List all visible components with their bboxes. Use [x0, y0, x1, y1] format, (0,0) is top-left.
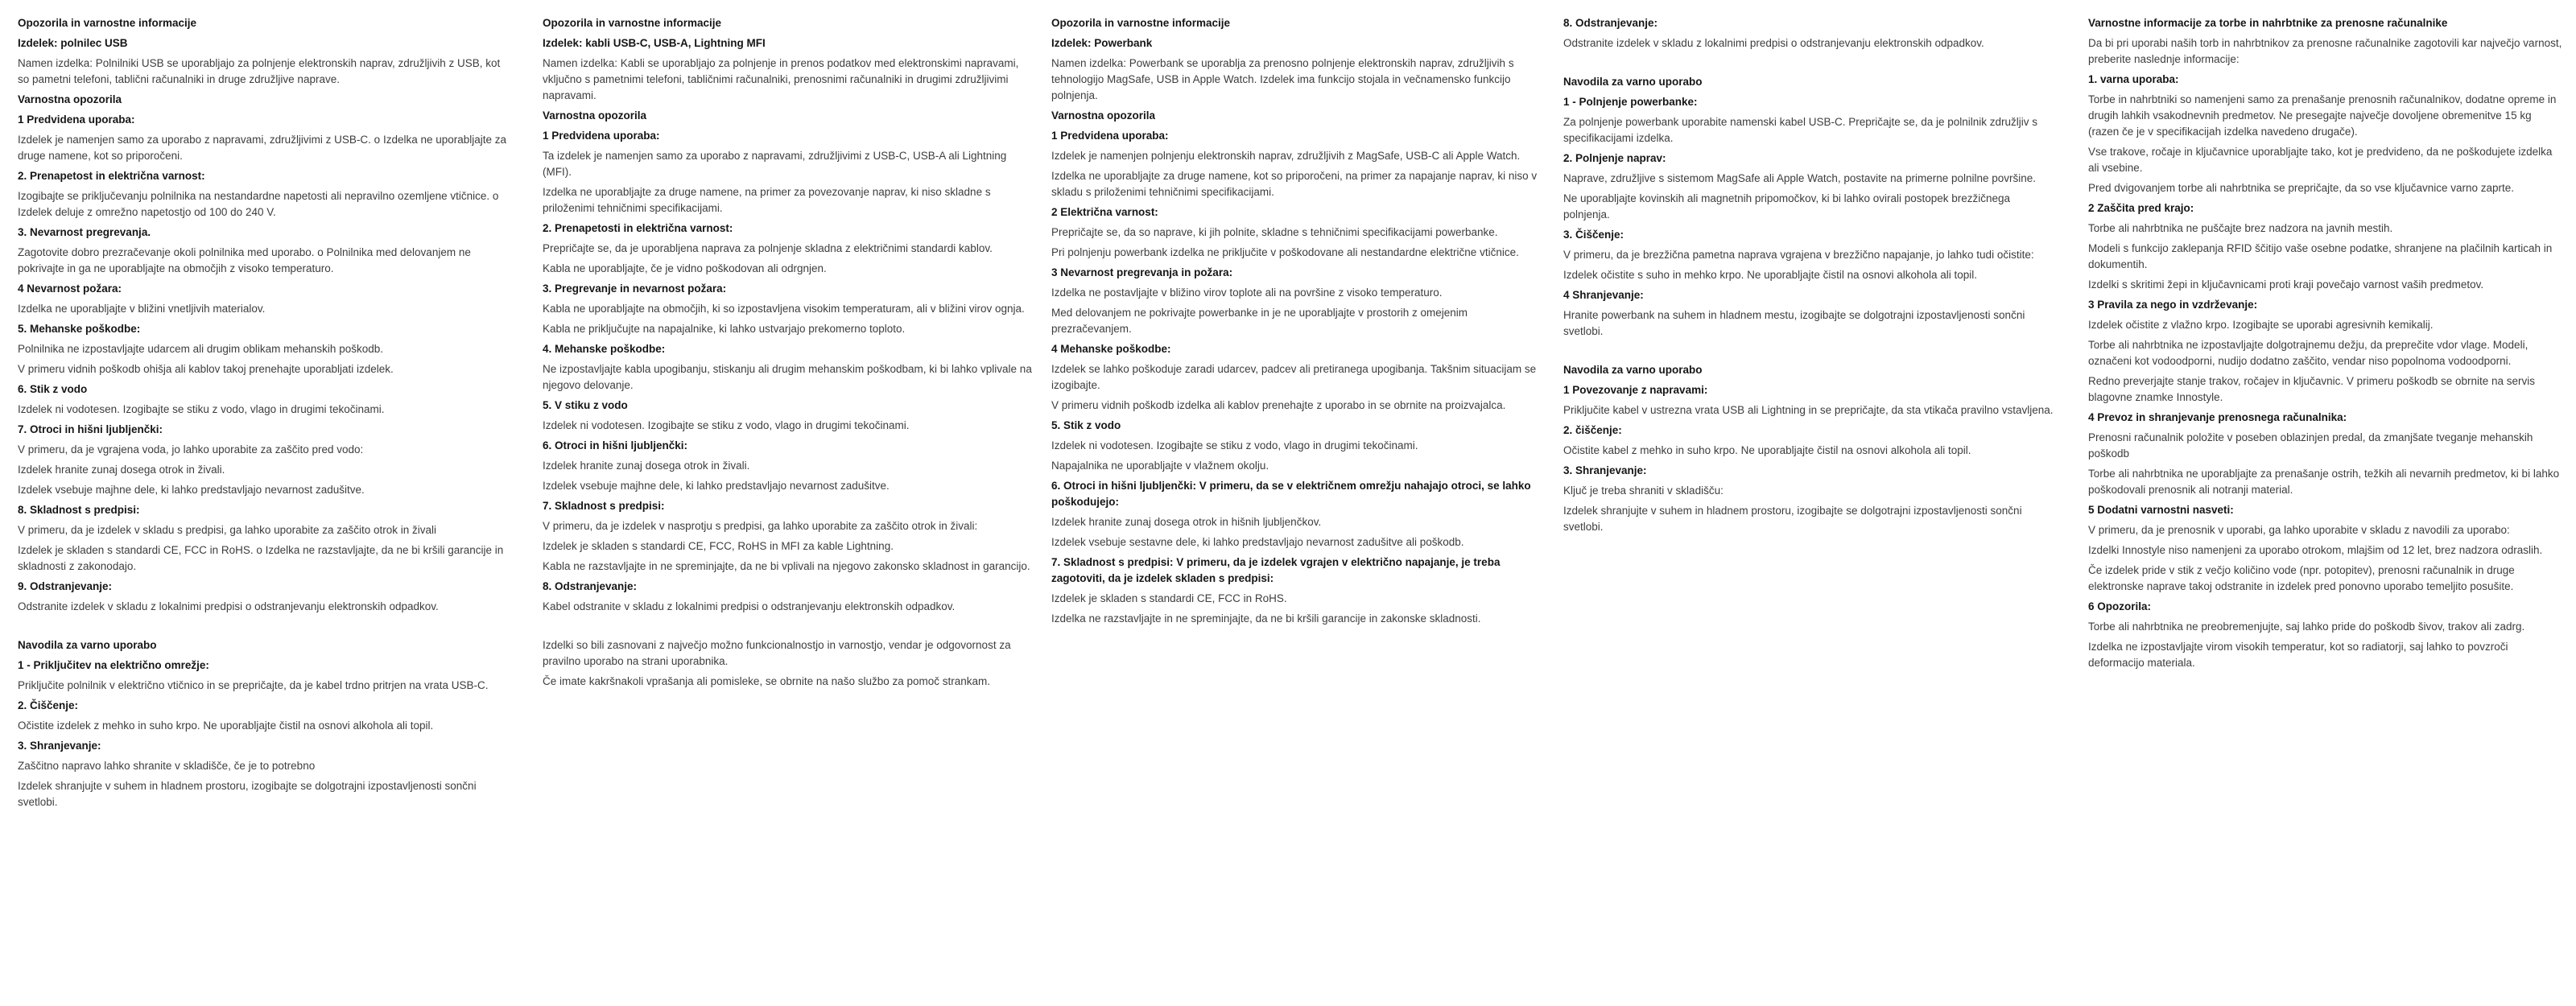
section-heading: 7. Otroci in hišni ljubljenčki: — [18, 423, 163, 435]
section-heading: 2. čiščenje: — [1563, 424, 1622, 436]
paragraph: Da bi pri uporabi naših torb in nahrbtnikov za prenosne računalnike zagotovili kar največjo varnost, preberite naslednje informacije: — [2088, 37, 2562, 65]
section-heading: 6. Stik z vodo — [18, 383, 88, 395]
section-heading: 3. Shranjevanje: — [1563, 464, 1647, 476]
paragraph: Izdelek je namenjen samo za uporabo z napravami, združljivimi z USB-C. o Izdelka ne uporabljajte za druge namene, kot so priporočeni. — [18, 134, 507, 162]
paragraph: Izdelek vsebuje majhne dele, ki lahko predstavljajo nevarnost zadušitve. — [543, 480, 890, 492]
section-heading: 2. Prenapetosti in električna varnost: — [543, 222, 733, 234]
section-heading: 2. Prenapetost in električna varnost: — [18, 170, 205, 182]
paragraph: Torbe ali nahrbtnika ne preobremenjujte, saj lahko pride do poškodb šivov, trakov ali zadrg. — [2088, 621, 2525, 633]
doc-title: Opozorila in varnostne informacije — [18, 17, 197, 29]
paragraph: Kabla ne priključujte na napajalnike, ki lahko ustvarjajo prekomerno toploto. — [543, 323, 906, 335]
section-heading: 2. Čiščenje: — [18, 699, 79, 711]
paragraph: Izdelka ne postavljajte v bližino virov toplote ali na površine z visoko temperaturo. — [1051, 287, 1443, 299]
paragraph: Očistite izdelek z mehko in suho krpo. Ne uporabljajte čistil na osnovi alkohola ali topil. — [18, 719, 434, 732]
paragraph: Za polnjenje powerbank uporabite namenski kabel USB-C. Prepričajte se, da je polnilnik združljiv s specifikacijami izdelka. — [1563, 116, 2038, 144]
section-heading: 2 Električna varnost: — [1051, 206, 1158, 218]
paragraph: Če imate kakršnakoli vprašanja ali pomisleke, se obrnite na našo službo za pomoč strankam. — [543, 675, 991, 687]
paragraph: Prenosni računalnik položite v poseben oblazinjen predal, da zmanjšate tveganje mehanskih poškodb — [2088, 431, 2533, 460]
section-heading: Varnostna opozorila — [18, 93, 122, 105]
paragraph: Izdelka ne razstavljajte in ne spreminjajte, da ne bi kršili garancije in zakonske skladnosti. — [1051, 612, 1481, 625]
section-heading: 4. Mehanske poškodbe: — [543, 343, 666, 355]
paragraph: Vse trakove, ročaje in ključavnice uporabljajte tako, kot je predvideno, da ne poškodujete izdelka ali vsebine. — [2088, 146, 2553, 174]
section-heading: 8. Skladnost s predpisi: — [18, 504, 140, 516]
section-heading: 3. Pregrevanje in nevarnost požara: — [543, 282, 727, 295]
paragraph: Izdelka ne uporabljajte za druge namene, na primer za povezovanje naprav, ki niso skladne s priloženimi tehničnimi specifikacijami. — [543, 186, 991, 214]
paragraph: Izdelek ni vodotesen. Izogibajte se stiku z vodo, vlago in drugimi tekočinami. — [1051, 439, 1418, 451]
paragraph: Izdelek hranite zunaj dosega otrok in živali. — [18, 464, 225, 476]
column-cables — [543, 11, 1038, 694]
paragraph: Ne izpostavljajte kabla upogibanju, stiskanju ali drugim mehanskim poškodbam, ki bi lahko vplivale na njegovo delovanje. — [543, 363, 1032, 391]
paragraph: Izdelka ne uporabljajte v bližini vnetljivih materialov. — [18, 303, 266, 315]
paragraph: Izdelek se lahko poškoduje zaradi udarcev, padcev ali pretiranega upogibanja. Takšnim situacijam se izogibajte. — [1051, 363, 1537, 391]
paragraph: Izdelek shranjujte v suhem in hladnem prostoru, izogibajte se dolgotrajni izpostavljenosti sončni svetlobi. — [18, 780, 477, 808]
section-heading: 2. Polnjenje naprav: — [1563, 152, 1666, 164]
paragraph: Ključ je treba shraniti v skladišču: — [1563, 484, 1724, 497]
section-heading: 1 Predvidena uporaba: — [1051, 130, 1169, 142]
paragraph: Izdelek je skladen s standardi CE, FCC in RoHS. — [1051, 592, 1287, 604]
paragraph: Odstranite izdelek v skladu z lokalnimi predpisi o odstranjevanju elektronskih odpadkov. — [18, 600, 439, 612]
paragraph: Namen izdelka: Polnilniki USB se uporabljajo za polnjenje elektronskih naprav, združljivih z USB, kot so pametni telefoni, tablični računalniki in druge združljive naprave. — [18, 57, 501, 85]
section-heading: 1 Povezovanje z napravami: — [1563, 384, 1708, 396]
paragraph: Izdelek ni vodotesen. Izogibajte se stiku z vodo, vlago in drugimi tekočinami. — [543, 419, 910, 431]
paragraph: V primeru, da je izdelek v skladu s predpisi, ga lahko uporabite za zaščito otrok in živali — [18, 524, 437, 536]
paragraph: Izdelek vsebuje sestavne dele, ki lahko predstavljajo nevarnost zadušitve ali poškodb. — [1051, 536, 1464, 548]
paragraph: Prepričajte se, da so naprave, ki jih polnite, skladne s tehničnimi specifikacijami powerbanke. — [1051, 226, 1498, 238]
section-heading: Izdelek: Powerbank — [1051, 37, 1153, 49]
paragraph: Polnilnika ne izpostavljajte udarcem ali drugim oblikam mehanskih poškodb. — [18, 343, 383, 355]
paragraph: Kabla ne uporabljajte na območjih, ki so izpostavljena visokim temperaturam, ali v bližini virov ognja. — [543, 303, 1025, 315]
section-heading: 6. Otroci in hišni ljubljenčki: V primeru, da se v električnem omrežju nahajajo otroci, se lahko poškodujejo: — [1051, 480, 1531, 508]
section-heading: 1 - Priključitev na električno omrežje: — [18, 659, 209, 671]
section-heading: 5. V stiku z vodo — [543, 399, 628, 411]
section-heading: 7. Skladnost s predpisi: — [543, 500, 665, 512]
section-heading: Izdelek: kabli USB-C, USB-A, Lightning MFI — [543, 37, 766, 49]
paragraph: Zaščitno napravo lahko shranite v skladišče, če je to potrebno — [18, 760, 316, 772]
section-heading: 1 - Polnjenje powerbanke: — [1563, 96, 1698, 108]
paragraph: Prepričajte se, da je uporabljena naprava za polnjenje skladna z električnimi standardi kablov. — [543, 242, 993, 254]
section-heading: Varnostna opozorila — [543, 109, 647, 122]
section-heading: 8. Odstranjevanje: — [1563, 17, 1658, 29]
paragraph: Torbe ali nahrbtnika ne uporabljajte za prenašanje ostrih, težkih ali nevarnih predmetov, ki bi lahko poškodovali prenosnik ali notranji material. — [2088, 468, 2560, 496]
paragraph: Redno preverjajte stanje trakov, ročajev in ključavnic. V primeru poškodb se obrnite na servis blagovne znamke Innostyle. — [2088, 375, 2536, 403]
column-powerbank-usage — [1563, 11, 2058, 539]
paragraph: Napajalnika ne uporabljajte v vlažnem okolju. — [1051, 460, 1269, 472]
paragraph: Očistite kabel z mehko in suho krpo. Ne uporabljajte čistil na osnovi alkohola ali topil. — [1563, 444, 1971, 456]
paragraph: V primeru, da je izdelek v nasprotju s predpisi, ga lahko uporabite za zaščito otrok in živali: — [543, 520, 978, 532]
section-heading: 2 Zaščita pred krajo: — [2088, 202, 2194, 214]
section-heading: 1 Predvidena uporaba: — [543, 130, 660, 142]
section-heading: Navodila za varno uporabo — [1563, 364, 1703, 376]
paragraph: Modeli s funkcijo zaklepanja RFID ščitijo vaše osebne podatke, shranjene na plačilnih karticah in dokumentih. — [2088, 242, 2553, 270]
paragraph: Torbe ali nahrbtnika ne puščajte brez nadzora na javnih mestih. — [2088, 222, 2393, 234]
paragraph: Izdelek je skladen s standardi CE, FCC, RoHS in MFI za kable Lightning. — [543, 540, 894, 552]
paragraph: Med delovanjem ne pokrivajte powerbanke in je ne uporabljajte v prostorih z omejenim prezračevanjem. — [1051, 307, 1468, 335]
paragraph: Izdelki so bili zasnovani z največjo možno funkcionalnostjo in varnostjo, vendar je odgovornost za pravilno uporabo na strani uporabnika. — [543, 639, 1011, 667]
paragraph: Izdelek hranite zunaj dosega otrok in hišnih ljubljenčkov. — [1051, 516, 1322, 528]
column-powerbank — [1051, 11, 1546, 631]
paragraph: Priključite polnilnik v električno vtičnico in se prepričajte, da je kabel trdno pritrjen na vrata USB-C. — [18, 679, 489, 691]
paragraph: Namen izdelka: Powerbank se uporablja za prenosno polnjenje elektronskih naprav, združljivih s tehnologijo MagSafe, USB in Apple Watch. Izdelek ima funkcijo stojala in večnamensko funkcijo polnjenja. — [1051, 57, 1514, 101]
section-heading: 3. Shranjevanje: — [18, 740, 101, 752]
section-heading: 4 Nevarnost požara: — [18, 282, 122, 295]
paragraph: Kabla ne uporabljajte, če je vidno poškodovan ali odrgnjen. — [543, 262, 827, 274]
paragraph: Odstranite izdelek v skladu z lokalnimi predpisi o odstranjevanju elektronskih odpadkov. — [1563, 37, 1984, 49]
paragraph: Izdelek je namenjen polnjenju elektronskih naprav, združljivih z MagSafe, USB-C ali Apple Watch. — [1051, 150, 1521, 162]
paragraph: Naprave, združljive s sistemom MagSafe ali Apple Watch, postavite na primerne polnilne površine. — [1563, 172, 2037, 184]
section-heading: 1. varna uporaba: — [2088, 73, 2179, 85]
section-heading: 6. Otroci in hišni ljubljenčki: — [543, 439, 688, 451]
paragraph: Pri polnjenju powerbank izdelka ne priključite v poškodovane ali nestandardne električne vtičnice. — [1051, 246, 1519, 258]
section-heading: 5. Mehanske poškodbe: — [18, 323, 141, 335]
paragraph: V primeru, da je vgrajena voda, jo lahko uporabite za zaščito pred vodo: — [18, 443, 364, 456]
paragraph: Namen izdelka: Kabli se uporabljajo za polnjenje in prenos podatkov med elektronskimi napravami, vključno s pametnimi telefoni, tabličnimi računalniki, prenosnimi računalniki in drugimi združljivimi napravami. — [543, 57, 1019, 101]
paragraph: Hranite powerbank na suhem in hladnem mestu, izogibajte se dolgotrajni izpostavljenosti sončni svetlobi. — [1563, 309, 2025, 337]
doc-title: Opozorila in varnostne informacije — [543, 17, 722, 29]
paragraph: Torbe in nahrbtniki so namenjeni samo za prenašanje prenosnih računalnikov, dodatne opreme in drugih lahkih vsakodnevnih predmetov. Ne presegajte največje dovoljene obremenitve 15 kg (razen če je v specifikacijah izdelka navedeno drugače). — [2088, 93, 2557, 138]
paragraph: Ne uporabljajte kovinskih ali magnetnih pripomočkov, ki bi lahko ovirali postopek brezžičnega polnjenja. — [1563, 192, 2011, 221]
paragraph: Ta izdelek je namenjen samo za uporabo z napravami, združljivimi z USB-C, USB-A ali Lightning (MFI). — [543, 150, 1007, 178]
paragraph: Izdelka ne uporabljajte za druge namene, kot so priporočeni, na primer za napajanje naprav, ki niso v skladu s priloženimi tehničnimi specifikacijami. — [1051, 170, 1538, 198]
section-heading: Izdelek: polnilec USB — [18, 37, 128, 49]
paragraph: Izdelki Innostyle niso namenjeni za uporabo otrokom, mlajšim od 12 let, brez nadzora odraslih. — [2088, 544, 2543, 556]
section-heading: 4 Prevoz in shranjevanje prenosnega računalnika: — [2088, 411, 2347, 423]
paragraph: Kabel odstranite v skladu z lokalnimi predpisi o odstranjevanju elektronskih odpadkov. — [543, 600, 956, 612]
section-heading: Navodila za varno uporabo — [18, 639, 157, 651]
doc-title: Varnostne informacije za torbe in nahrbtnike za prenosne računalnike — [2088, 17, 2448, 29]
paragraph: Izdelek hranite zunaj dosega otrok in živali. — [543, 460, 750, 472]
paragraph: Izdelek je skladen s standardi CE, FCC in RoHS. o Izdelka ne razstavljajte, da ne bi kršili garancije in skladnosti z zakonodajo. — [18, 544, 504, 572]
column-usb-charger — [18, 11, 513, 814]
paragraph: Pred dvigovanjem torbe ali nahrbtnika se prepričajte, da so vse ključavnice varno zaprte. — [2088, 182, 2515, 194]
paragraph: V primeru, da je prenosnik v uporabi, ga lahko uporabite v skladu z navodili za uporabo: — [2088, 524, 2510, 536]
section-heading: 3. Čiščenje: — [1563, 229, 1624, 241]
paragraph: V primeru, da je brezžična pametna naprava vgrajena v brezžično napajanje, jo lahko tudi očistite: — [1563, 249, 2034, 261]
paragraph: Izogibajte se priključevanju polnilnika na nestandardne napetosti ali nepravilno ozemljene vtičnice. o Izdelek deluje z omrežno napetostjo od 100 do 240 V. — [18, 190, 499, 218]
section-heading: 3 Pravila za nego in vzdrževanje: — [2088, 299, 2258, 311]
paragraph: V primeru vidnih poškodb ohišja ali kablov takoj prenehajte uporabljati izdelek. — [18, 363, 394, 375]
paragraph: Če izdelek pride v stik z večjo količino vode (npr. potopitev), prenosni računalnik in druge elektronske naprave takoj odstranite in izdelek pred ponovno uporabo temeljito posušite. — [2088, 564, 2515, 592]
paragraph: Izdelek ni vodotesen. Izogibajte se stiku z vodo, vlago in drugimi tekočinami. — [18, 403, 385, 415]
paragraph: Kabla ne razstavljajte in ne spreminjajte, da ne bi vplivali na njegovo zakonsko skladnost in garancijo. — [543, 560, 1030, 572]
section-heading: 7. Skladnost s predpisi: V primeru, da je izdelek vgrajen v električno napajanje, je treba zagotoviti, da je izdelek skladen s predpisi: — [1051, 556, 1501, 584]
paragraph: Izdelki s skritimi žepi in ključavnicami proti kraji povečajo varnost vaših predmetov. — [2088, 278, 2484, 291]
column-laptop-bags — [2088, 11, 2565, 675]
paragraph: Izdelek shranjujte v suhem in hladnem prostoru, izogibajte se dolgotrajni izpostavljenosti sončni svetlobi. — [1563, 505, 2022, 533]
section-heading: 3 Nevarnost pregrevanja in požara: — [1051, 266, 1233, 278]
section-heading: 9. Odstranjevanje: — [18, 580, 113, 592]
section-heading: 3. Nevarnost pregrevanja. — [18, 226, 151, 238]
doc-title: Opozorila in varnostne informacije — [1051, 17, 1231, 29]
paragraph: Priključite kabel v ustrezna vrata USB ali Lightning in se prepričajte, da sta vtikača pravilno vstavljena. — [1563, 404, 2054, 416]
section-heading: Navodila za varno uporabo — [1563, 76, 1703, 88]
section-heading: 8. Odstranjevanje: — [543, 580, 638, 592]
section-heading: Varnostna opozorila — [1051, 109, 1156, 122]
paragraph: Torbe ali nahrbtnika ne izpostavljajte dolgotrajnemu dežju, da preprečite vdor vlage. Modeli, označeni kot vodoodporni, nudijo dodatno zaščito, vendar niso popolnoma vodoodporni. — [2088, 339, 2529, 367]
paragraph: Izdelka ne izpostavljajte virom visokih temperatur, kot so radiatorji, saj lahko to povzroči deformacijo materiala. — [2088, 641, 2508, 669]
section-heading: 1 Predvidena uporaba: — [18, 113, 135, 126]
paragraph: Izdelek očistite z vlažno krpo. Izogibajte se uporabi agresivnih kemikalij. — [2088, 319, 2434, 331]
section-heading: 4 Mehanske poškodbe: — [1051, 343, 1171, 355]
section-heading: 6 Opozorila: — [2088, 600, 2152, 612]
paragraph: Zagotovite dobro prezračevanje okoli polnilnika med uporabo. o Polnilnika med delovanjem ne pokrivajte in ga ne uporabljajte na območjih z visoko temperaturo. — [18, 246, 471, 274]
paragraph: Izdelek očistite s suho in mehko krpo. Ne uporabljajte čistil na osnovi alkohola ali topil. — [1563, 269, 1978, 281]
section-heading: 4 Shranjevanje: — [1563, 289, 1644, 301]
paragraph: Izdelek vsebuje majhne dele, ki lahko predstavljajo nevarnost zadušitve. — [18, 484, 365, 496]
section-heading: 5 Dodatni varnostni nasveti: — [2088, 504, 2234, 516]
paragraph: V primeru vidnih poškodb izdelka ali kablov prenehajte z uporabo in se obrnite na proizvajalca. — [1051, 399, 1506, 411]
section-heading: 5. Stik z vodo — [1051, 419, 1121, 431]
